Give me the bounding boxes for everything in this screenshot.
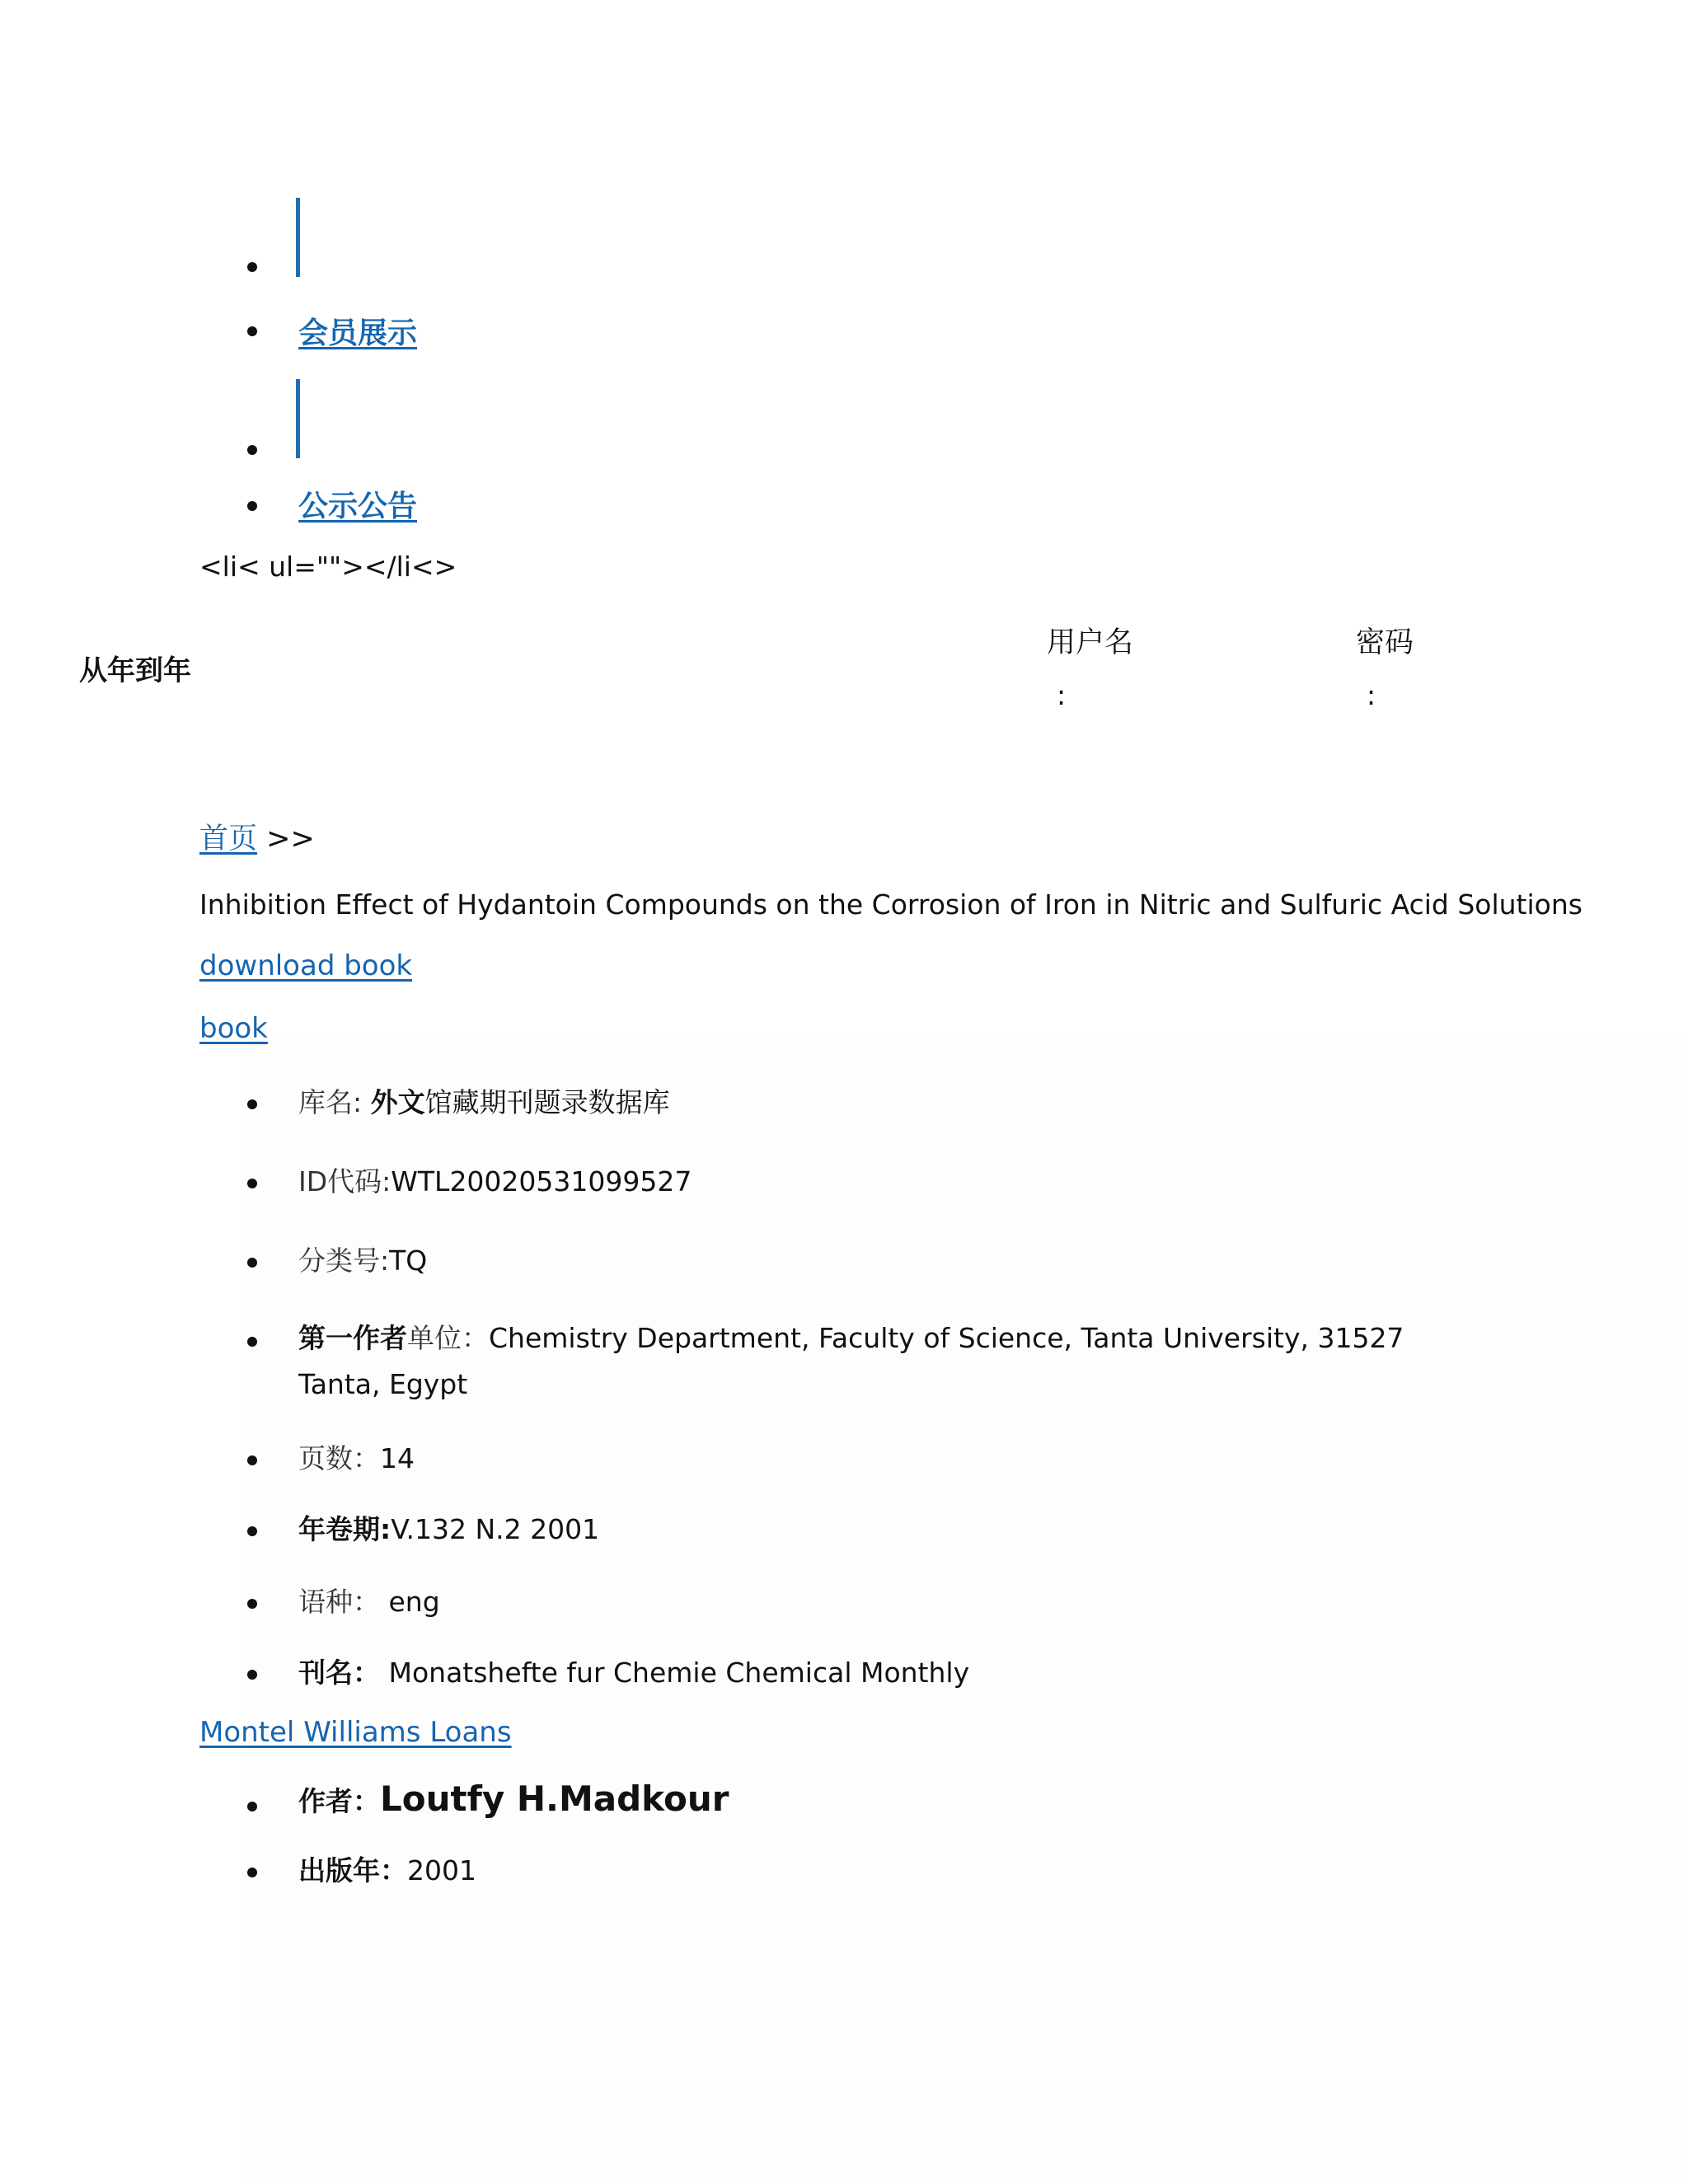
- list-bullet: [247, 1337, 257, 1347]
- ad-link[interactable]: Montel Williams Loans: [199, 1716, 512, 1749]
- list-bullet: [247, 1099, 257, 1109]
- breadcrumb-home-link[interactable]: 首页: [199, 823, 258, 855]
- meta-library-label: 库名:: [298, 1086, 363, 1118]
- book-link[interactable]: book: [199, 1012, 268, 1045]
- nav-divider: [296, 379, 300, 458]
- raw-markup-text: <li< ul=""></li<>: [199, 551, 457, 583]
- meta-pages-value: 14: [380, 1442, 415, 1474]
- meta-year-value: 2001: [407, 1854, 476, 1886]
- meta-affiliation-label-bold: 第一作者: [298, 1322, 407, 1354]
- meta-id: [298, 1160, 692, 1199]
- meta-year: [298, 1849, 476, 1888]
- nav-divider: [296, 198, 300, 277]
- meta-journal-label: 刊名：: [298, 1657, 380, 1689]
- download-book-link[interactable]: download book: [199, 949, 413, 982]
- list-bullet: [247, 501, 257, 511]
- username-colon: :: [1057, 679, 1067, 711]
- meta-class: [298, 1240, 427, 1278]
- list-bullet: [247, 1670, 257, 1680]
- breadcrumb-separator: >>: [266, 823, 315, 855]
- nav-member-display-link[interactable]: 会员展示: [298, 316, 418, 350]
- meta-library-value-bold: 外文: [370, 1086, 425, 1118]
- list-bullet: [247, 326, 257, 336]
- password-colon: :: [1367, 679, 1376, 711]
- meta-author-label: 作者：: [298, 1785, 380, 1817]
- meta-journal-value: Monatshefte fur Chemie Chemical Monthly: [388, 1657, 970, 1689]
- meta-affiliation: [298, 1315, 1452, 1408]
- meta-library-value: 馆藏期刊题录数据库: [424, 1086, 670, 1118]
- list-bullet: [247, 262, 257, 272]
- meta-issue-value: V.132 N.2 2001: [391, 1513, 600, 1545]
- password-label: 密码: [1356, 626, 1414, 659]
- meta-issue: [298, 1508, 599, 1547]
- list-bullet: [247, 1868, 257, 1877]
- meta-id-label: ID代码:: [298, 1165, 392, 1197]
- meta-class-value: TQ: [389, 1244, 428, 1277]
- list-bullet: [247, 1179, 257, 1188]
- list-bullet: [247, 1455, 257, 1465]
- article-title: Inhibition Effect of Hydantoin Compounds on the Corrosion of Iron in Nitric and Sulfuric Acid Solutions: [199, 888, 1582, 921]
- list-bullet: [247, 1258, 257, 1268]
- meta-author: [298, 1779, 729, 1819]
- meta-language-value: eng: [388, 1586, 440, 1618]
- list-bullet: [247, 445, 257, 455]
- meta-language-label: 语种：: [298, 1586, 380, 1618]
- meta-pages-label: 页数：: [298, 1442, 380, 1474]
- meta-author-value: Loutfy H.Madkour: [380, 1779, 729, 1819]
- year-range-label: 从年到年: [79, 654, 191, 687]
- meta-issue-label: 年卷期:: [298, 1513, 392, 1545]
- meta-affiliation-label: 单位：: [407, 1322, 489, 1354]
- username-label: 用户名: [1047, 626, 1134, 659]
- list-bullet: [247, 1802, 257, 1811]
- nav-public-notice-link[interactable]: 公示公告: [298, 490, 418, 523]
- meta-affiliation-value: Chemistry Department, Faculty of Science, Tanta University, 31527 Tanta, Egypt: [298, 1322, 1404, 1400]
- meta-id-value: WTL20020531099527: [391, 1165, 692, 1197]
- meta-library: [298, 1081, 670, 1120]
- list-bullet: [247, 1599, 257, 1609]
- meta-class-label: 分类号:: [298, 1244, 390, 1277]
- meta-pages: [298, 1437, 415, 1476]
- list-bullet: [247, 1526, 257, 1536]
- content-background: [247, 1038, 1688, 2184]
- meta-year-label: 出版年：: [298, 1854, 407, 1886]
- meta-language: [298, 1581, 440, 1619]
- meta-journal: [298, 1652, 969, 1690]
- breadcrumb: [199, 816, 315, 857]
